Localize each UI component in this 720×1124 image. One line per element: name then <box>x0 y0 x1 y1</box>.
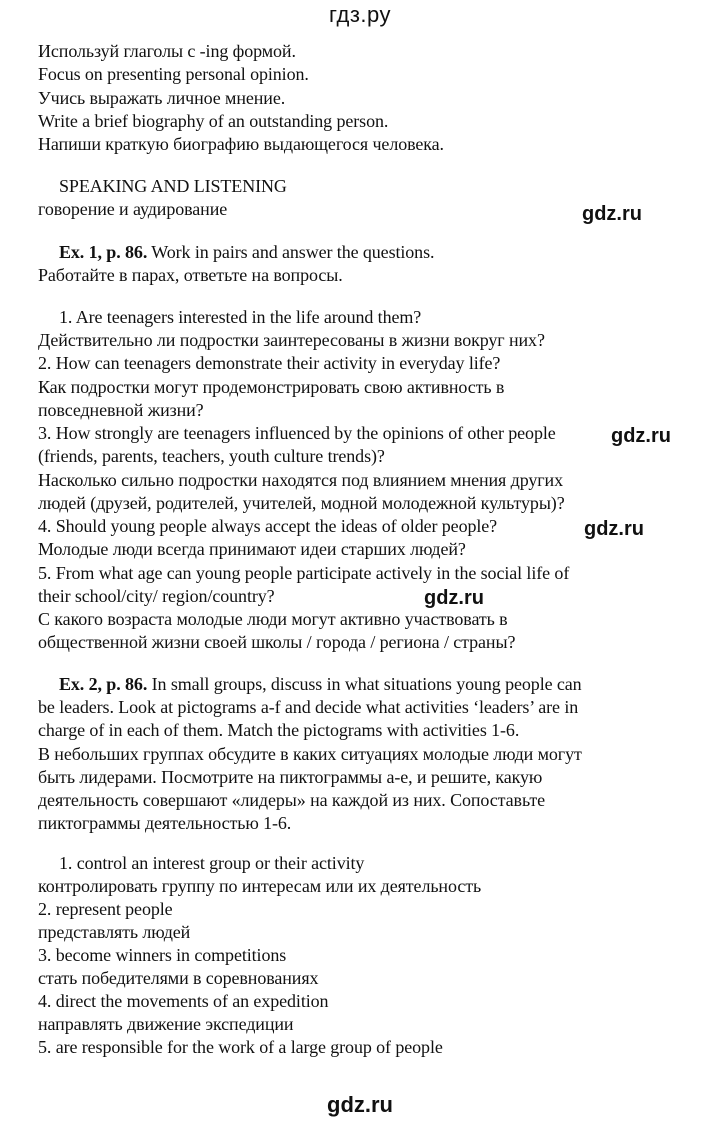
ex2-item: представлять людей <box>38 922 191 942</box>
ex1-line: общественной жизни своей школы / города / региона / страны? <box>38 632 516 652</box>
intro-line: Напиши краткую биографию выдающегося человека. <box>38 134 444 154</box>
ex1-line: Как подростки могут продемонстрировать свою активность в <box>38 377 505 397</box>
ex1-task-ru: Работайте в парах, ответьте на вопросы. <box>38 265 343 285</box>
ex2-item: 3. become winners in competitions <box>38 945 287 965</box>
ex2-task-line: be leaders. Look at pictograms a-f and decide what activities ‘leaders’ are in <box>38 697 579 717</box>
ex1-line: their school/city/ region/country? <box>38 586 275 606</box>
ex2-task <box>59 673 582 695</box>
watermark: gdz.ru <box>582 203 642 225</box>
ex1-line: 4. Should young people always accept the ideas of older people? <box>38 516 498 536</box>
ex2-ref: Ex. 2, p. 86. <box>59 674 148 694</box>
intro-line: Write a brief biography of an outstanding person. <box>38 111 389 131</box>
ex1-task <box>59 241 434 263</box>
ex2-task-line: быть лидерами. Посмотрите на пиктограммы а-е, и решите, какую <box>38 767 543 787</box>
ex2-item: стать победителями в соревнованиях <box>38 968 319 988</box>
ex1-line: 1. Are teenagers interested in the life around them? <box>59 307 422 327</box>
ex2-item: контролировать группу по интересам или их деятельность <box>38 876 482 896</box>
section-title: SPEAKING AND LISTENING <box>59 176 287 196</box>
ex2-task-line: В небольших группах обсудите в каких ситуациях молодые люди могут <box>38 744 582 764</box>
watermark: gdz.ru <box>611 425 671 447</box>
ex1-line: Насколько сильно подростки находятся под влиянием мнения других <box>38 470 563 490</box>
ex1-line: повседневной жизни? <box>38 400 204 420</box>
ex2-task-line: пиктограммы деятельностью 1-6. <box>38 813 292 833</box>
header-watermark: гдз.ру <box>328 2 392 27</box>
ex1-line: 3. How strongly are teenagers influenced by the opinions of other people <box>38 423 556 443</box>
intro-line: Focus on presenting personal opinion. <box>38 64 309 84</box>
ex2-item: направлять движение экспедиции <box>38 1014 294 1034</box>
ex2-task-en: In small groups, discuss in what situations young people can <box>147 674 582 694</box>
ex2-item: 2. represent people <box>38 899 173 919</box>
ex1-line: (friends, parents, teachers, youth culture trends)? <box>38 446 385 466</box>
intro-line: Используй глаголы с -ing формой. <box>38 41 296 61</box>
ex1-line: Действительно ли подростки заинтересованы в жизни вокруг них? <box>38 330 545 350</box>
ex1-ref: Ex. 1, p. 86. <box>59 242 148 262</box>
ex1-task-en: Work in pairs and answer the questions. <box>147 242 435 262</box>
ex2-item: 5. are responsible for the work of a large group of people <box>38 1037 443 1057</box>
ex2-item: 4. direct the movements of an expedition <box>38 991 329 1011</box>
footer-watermark: gdz.ru <box>327 1092 393 1117</box>
ex1-line: людей (друзей, родителей, учителей, модной молодежной культуры)? <box>38 493 565 513</box>
intro-line: Учись выражать личное мнение. <box>38 88 286 108</box>
ex2-task-line: деятельность совершают «лидеры» на каждой из них. Сопоставьте <box>38 790 546 810</box>
watermark: gdz.ru <box>424 587 484 609</box>
section-subtitle: говорение и аудирование <box>38 199 228 219</box>
ex1-line: 2. How can teenagers demonstrate their activity in everyday life? <box>38 353 501 373</box>
ex2-item: 1. control an interest group or their activity <box>59 853 365 873</box>
ex1-line: С какого возраста молодые люди могут активно участвовать в <box>38 609 508 629</box>
ex2-task-line: charge of in each of them. Match the pictograms with activities 1-6. <box>38 720 520 740</box>
ex1-line: 5. From what age can young people participate actively in the social life of <box>38 563 570 583</box>
ex1-line: Молодые люди всегда принимают идеи старших людей? <box>38 539 466 559</box>
watermark: gdz.ru <box>584 518 644 540</box>
